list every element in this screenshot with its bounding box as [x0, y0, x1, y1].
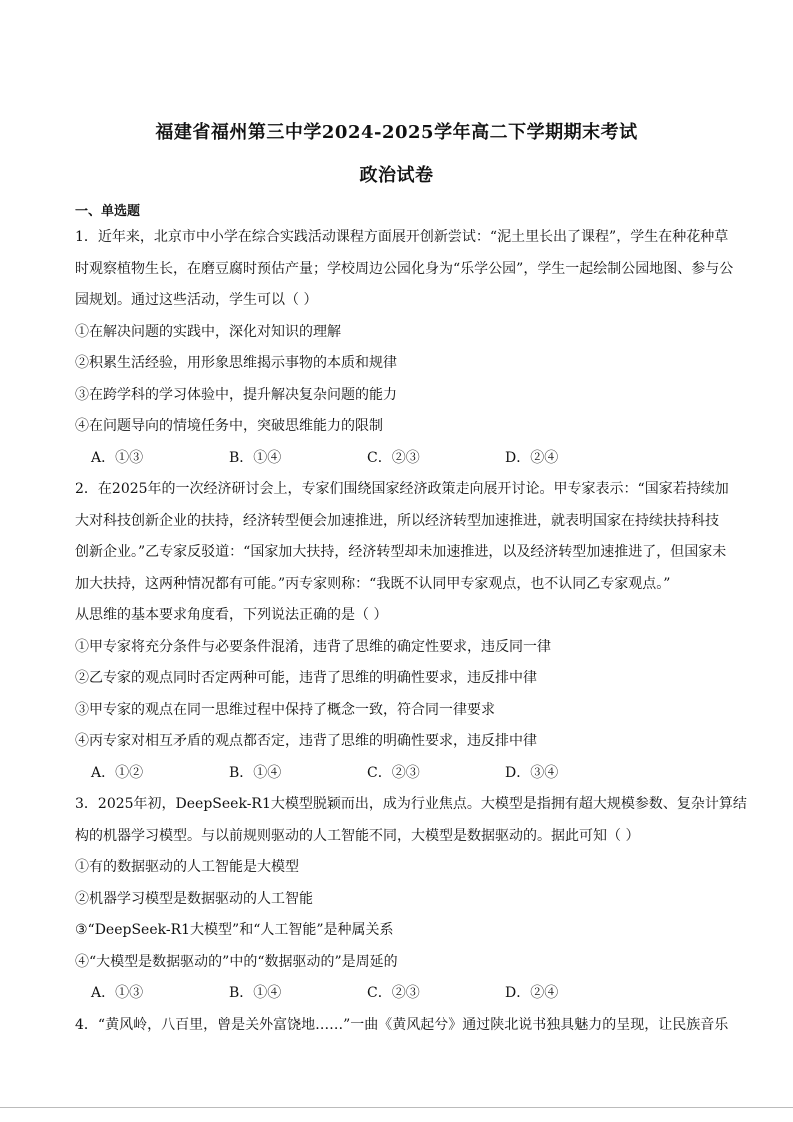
option-d: D．②④	[505, 985, 559, 1001]
statement-item: ①在解决问题的实践中，深化对知识的理解	[75, 323, 341, 340]
question-stem-line: 加大扶持，这两种情况都有可能。”丙专家则称：“我既不认同甲专家观点，也不认同乙专家观点。”	[75, 575, 671, 592]
option-c: C．②③	[367, 985, 420, 1001]
statement-item: ④丙专家对相互矛盾的观点都否定，违背了思维的明确性要求，违反排中律	[75, 733, 537, 749]
question-stem-line: 创新企业。”乙专家反驳道：“国家加大扶持，经济转型却未加速推进，以及经济转型加速推进了，但国家未	[75, 544, 727, 560]
question-stem-line: 4．“黄风岭，八百里，曾是关外富饶地……”一曲《黄风起兮》通过陕北说书独具魅力的呈现，让民族音乐	[75, 1016, 729, 1033]
option-c: C．②③	[367, 449, 420, 466]
answer-options	[75, 978, 718, 1010]
statement-item: ④在问题导向的情境任务中，突破思维能力的限制	[75, 418, 383, 434]
question-stem-line: 3．2025年初，DeepSeek-R1大模型脱颖而出，成为行业焦点。大模型是指拥有超大规模参数、复杂计算结	[75, 796, 747, 812]
statement-item: ①有的数据驱动的人工智能是大模型	[75, 859, 299, 875]
answer-options	[75, 443, 718, 475]
exam-subtitle: 政治试卷	[359, 165, 434, 186]
question-stem-line: 2．在2025年的一次经济研讨会上，专家们围绕国家经济政策走向展开讨论。甲专家表示：“国家若持续加	[75, 481, 729, 497]
question-3	[75, 789, 747, 1010]
option-d: D．③④	[505, 764, 559, 781]
question-stem-line: 构的机器学习模型。与以前规则驱动的人工智能不同，大模型是数据驱动的。据此可知（ ）	[75, 827, 640, 844]
exam-title: 福建省福州第三中学2024-2025学年高二下学期期末考试	[155, 122, 638, 143]
answer-options	[75, 758, 718, 790]
statement-item: ④“大模型是数据驱动的”中的“数据驱动的”是周延的	[75, 953, 398, 970]
statement-item: ②积累生活经验，用形象思维揭示事物的本质和规律	[75, 355, 397, 371]
option-c: C．②③	[367, 764, 420, 781]
statement-item: ③甲专家的观点在同一思维过程中保持了概念一致，符合同一律要求	[75, 701, 495, 718]
option-d: D．②④	[505, 449, 559, 466]
option-b: B．①④	[229, 449, 282, 466]
question-stem-line: 1．近年来，北京市中小学在综合实践活动课程方面展开创新尝试：“泥土里长出了课程”，学生在种花种草	[75, 229, 729, 245]
question-4	[75, 1010, 729, 1042]
question-stem-line: 时观察植物生长，在磨豆腐时预估产量；学校周边公园化身为“乐学公园”，学生一起绘制公园地图、参与公	[75, 260, 734, 277]
option-b: B．①④	[229, 764, 282, 781]
statement-item: ①甲专家将充分条件与必要条件混淆，违背了思维的确定性要求，违反同一律	[75, 638, 551, 655]
question-stem-line: 从思维的基本要求角度看，下列说法正确的是（ ）	[75, 607, 388, 623]
option-a: A．①③	[91, 449, 144, 466]
statement-item: ②乙专家的观点同时否定两种可能，违背了思维的明确性要求，违反排中律	[75, 670, 537, 686]
question-1	[75, 222, 734, 474]
question-2	[75, 474, 729, 789]
option-a: A．①②	[91, 764, 144, 781]
statement-item: ②机器学习模型是数据驱动的人工智能	[75, 890, 313, 907]
statement-item: ③在跨学科的学习体验中，提升解决复杂问题的能力	[75, 386, 397, 403]
page-bottom-rule	[0, 1107, 793, 1108]
question-stem-line: 大对科技创新企业的扶持，经济转型便会加速推进，所以经济转型加速推进，就表明国家在持续扶持科技	[75, 512, 719, 529]
question-stem-line: 园规划。通过这些活动，学生可以（ ）	[75, 292, 318, 308]
statement-item: ③“DeepSeek-R1大模型”和“人工智能”是种属关系	[75, 922, 394, 938]
section-heading: 一、单选题	[75, 204, 141, 219]
option-b: B．①④	[229, 985, 282, 1001]
option-a: A．①③	[91, 985, 144, 1001]
questions-body	[75, 222, 747, 1041]
